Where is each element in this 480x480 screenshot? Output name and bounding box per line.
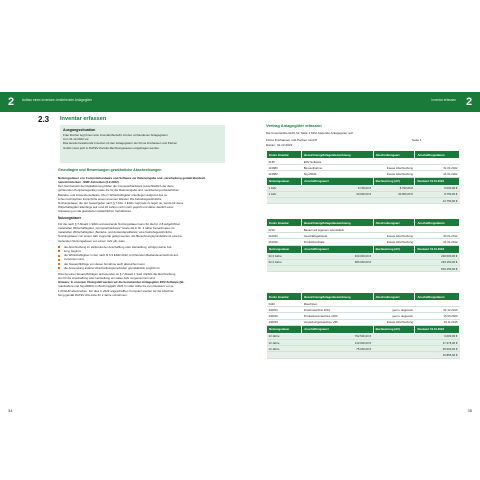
column-header: Nutzungsdauer bbox=[267, 325, 302, 333]
table-cell: lineare Abschreibung bbox=[373, 239, 415, 245]
table-cell: 210001 bbox=[267, 233, 302, 239]
situation-box bbox=[60, 125, 225, 163]
table-cell: 1 Jahr bbox=[267, 191, 302, 197]
box-heading: Ausgangssituation bbox=[63, 128, 96, 132]
list-item: die Abschreibung im Zeitpunkt der Anschaffung oder Herstellung, erfolgen keine Auf- bbox=[58, 245, 228, 249]
column-header: Restwert 01.01.2023 bbox=[415, 245, 460, 253]
paragraph bbox=[58, 176, 228, 213]
section-title: Inventar erfassen bbox=[60, 116, 107, 122]
table-cell: 13 Jahre bbox=[267, 333, 302, 339]
column-header: Konto Inventar bbox=[267, 293, 302, 301]
table-cell bbox=[302, 197, 373, 203]
text-line: Den Kernbereich der Digitalisierung bilden die Computerhardware (einschließlich der dazu bbox=[58, 184, 174, 189]
paragraph bbox=[58, 272, 228, 297]
page-number-left: 34 bbox=[8, 408, 13, 413]
column-header: Restwert 01.01.2023 bbox=[415, 177, 460, 185]
inventory-date: Datum: 31.12.2022 bbox=[266, 143, 293, 147]
table-cell: Geschäftsgebäude bbox=[302, 233, 373, 239]
text-line: lein für die Anschaffung oder Herstellung ein volles Jahr vorgenommen wird. bbox=[58, 276, 156, 281]
table-cell bbox=[302, 265, 373, 271]
text-line: Nutzungsdauer von Computerhardware und Software zur Dateneingabe und -verarbeitung gemäß Bundesfi- bbox=[58, 176, 206, 180]
table-cell: 210002 bbox=[267, 239, 302, 245]
table-cell: 13.750,00 € bbox=[415, 197, 460, 203]
table-cell bbox=[373, 352, 415, 358]
table-cell: 762.500,00 € bbox=[302, 333, 373, 339]
table-cell: 25.000,00 € bbox=[415, 346, 460, 352]
column-header: Bezeichnung/Anlagenbezeichnung bbox=[302, 219, 373, 227]
column-header: Buchwertung (AZ) bbox=[373, 325, 415, 333]
table-cell bbox=[267, 352, 302, 358]
table-row bbox=[267, 352, 460, 358]
column-header: Anschaffungswert bbox=[302, 177, 373, 185]
table-cell: 30.000,00 € bbox=[373, 191, 415, 197]
table-cell: Maschinen bbox=[302, 301, 373, 307]
table-cell bbox=[267, 265, 302, 271]
text-line: Nutzungsdauer, die der Gesetzgeber nach § 7 Abs. 1 EStG zugrunde zu legen ist, wurde für diese bbox=[58, 200, 184, 205]
column-header: Anschaffungsdatum bbox=[415, 151, 460, 159]
running-head: Inventar erfassen bbox=[431, 98, 456, 102]
text-line: Dies bei einer Steuerpflichtigen anzuwenden ist § 7 Absatz 1 Satz 4 EStG die Abschreibung bbox=[58, 272, 176, 276]
subheading: Nutzungsdauer bbox=[58, 216, 82, 220]
text-line: bung gemäß DATEV AfA-Liste für 2 Jahre vornehmen. bbox=[58, 292, 128, 297]
table-cell: 15.06.2020 bbox=[415, 313, 460, 319]
table-cell: 113680 bbox=[267, 165, 302, 171]
firm-name: Firma Freihausen und Partner GmbH bbox=[266, 138, 318, 142]
column-header: Anschaffungswert bbox=[302, 325, 373, 333]
running-head: Aufbau eines Inventars: bestehender Anlagegüter bbox=[22, 98, 92, 102]
table-cell: 8.750,00 € bbox=[415, 191, 460, 197]
table-cell bbox=[373, 197, 415, 203]
table-cell: 0210 bbox=[267, 227, 302, 233]
column-header: Abschreibungsart bbox=[373, 293, 415, 301]
column-header: Abschreibungsart bbox=[373, 151, 415, 159]
table-cell: 113682 bbox=[267, 171, 302, 177]
table-cell: 1 Jahr bbox=[267, 185, 302, 191]
chapter-band-left bbox=[0, 92, 240, 112]
table-cell: 5.700,00 € bbox=[302, 185, 373, 191]
table-cell: 400.000,00 € bbox=[302, 253, 373, 259]
table-cell: 0440 bbox=[267, 301, 302, 307]
table-cell bbox=[373, 265, 415, 271]
column-header: Restwert 01.01.2023 bbox=[415, 325, 460, 333]
table-cell: Produktionshalle bbox=[302, 239, 373, 245]
column-header: Buchwertung (AZ) bbox=[373, 245, 415, 253]
table-cell: 263.150,00 € bbox=[415, 259, 460, 265]
table-cell: 6.000,00 € bbox=[415, 333, 460, 339]
column-header: Nutzungsdauer bbox=[267, 177, 302, 185]
box-line: Frau Fischer legt Ihnen eine Inventarübersicht mit den vorhandenen Anlagegütern bbox=[63, 133, 168, 137]
table-cell: 01.01.2022 bbox=[415, 171, 460, 177]
column-header: Bezeichnung/Anlagenbezeichnung bbox=[302, 293, 373, 301]
table-cell: lineare Abschreibung bbox=[373, 233, 415, 239]
text-line: 1,00 EUR abschreiben. Für dies in 2023 angeschafften Computer werden wir die Abschrei- bbox=[58, 288, 175, 293]
table-cell bbox=[302, 352, 373, 358]
list-item: zunehmen sind, bbox=[58, 257, 228, 261]
table-cell: geom. degressiv bbox=[373, 307, 415, 313]
chapter-number: 2 bbox=[7, 96, 15, 108]
table-cell: lineare Abschreibung bbox=[373, 165, 415, 171]
text-line: stehenden Nutzungsdauer von einem Jahr gilt, dass ... bbox=[58, 238, 128, 243]
box-line: GmbH muss jetzt in DATEV Kanzlei-Rechnungswesen eingetragen werden. bbox=[63, 145, 160, 150]
table-cell: 5.000,00 € bbox=[415, 185, 460, 191]
table-header-row bbox=[267, 293, 460, 301]
text-line: Wirtschaftsgüter allerdings seit rund 20 Jahren nicht mehr geprüft und daher deutlich einer bbox=[58, 205, 174, 210]
table-row bbox=[267, 197, 460, 203]
table-cell: 503.150,00 € bbox=[415, 265, 460, 271]
list-item: die Wirtschaftsgüter in den nach R 6.3 EStR 2012 zu führenden Bestandsverzeichnis auf- bbox=[58, 253, 228, 257]
table-cell: 440002 bbox=[267, 313, 302, 319]
table-header-row bbox=[267, 151, 460, 159]
text-line: roaufnahme und Spyo5000) im Buchungsjahr 2023 in voller Höhe bis zum Restwert von je bbox=[58, 284, 174, 289]
table-cell bbox=[267, 197, 302, 203]
table-cell: 13 Jahre bbox=[267, 339, 302, 345]
table-header-row bbox=[267, 219, 460, 227]
section-number: 2.3 bbox=[38, 115, 50, 124]
table-cell: 440003 bbox=[267, 319, 302, 325]
column-header: Buchwertung (AZ) bbox=[373, 177, 415, 185]
column-header: Anschaffungswert bbox=[302, 245, 373, 253]
table-cell: 04.11.2015 bbox=[415, 319, 460, 325]
table-cell: 0135 bbox=[267, 159, 302, 165]
table-cell: 33,3 Jahre bbox=[267, 259, 302, 265]
column-header: Bezeichnung/Anlagenbezeichnung bbox=[302, 151, 373, 159]
column-header: Anschaffungsdatum bbox=[415, 293, 460, 301]
text-line: Hinweis: In unserem Übungsfall werden wir die bestehenden Anlagegüter EDV-Software (Bi- bbox=[58, 280, 185, 285]
text-line: gehörenden Peripheriegeräte) sowie die für die Dateneingabe und -verarbeitung erforderlichen bbox=[58, 188, 180, 193]
text-line: materiellen Wirtschaftsgüter „Betriebs- und Anwendersoftware" eine betriebsgewöhnliche bbox=[58, 230, 172, 235]
column-header: Konto Inventar bbox=[267, 151, 302, 159]
subheading: Grundlagen und Bewertungen gewöhnliche Abschreibungen bbox=[58, 168, 162, 172]
table-cell: 380.000,00 € bbox=[302, 259, 373, 265]
table-row bbox=[267, 265, 460, 271]
table-cell: Bauten auf eigenem Grundstück bbox=[302, 227, 373, 233]
table-cell: Spyo5000 bbox=[302, 171, 373, 177]
inventory-table bbox=[266, 218, 460, 272]
table-cell: lineare Abschreibung bbox=[373, 319, 415, 325]
inventory-table bbox=[266, 150, 460, 204]
page-label: Seite 1 bbox=[412, 138, 422, 142]
table-cell: 02.01.2012 bbox=[415, 233, 460, 239]
table-cell: 16.855,00 € bbox=[415, 352, 460, 358]
table-cell: 240.000,00 € bbox=[415, 253, 460, 259]
text-line: schen technischen Fortschritts einem enormen Wandel. Die betriebsgewöhnliche bbox=[58, 196, 162, 201]
table-cell: 30.000,00 € bbox=[302, 191, 373, 197]
table-cell: Verpackungsmaschine V85 bbox=[302, 319, 373, 325]
table-cell: 75.000,00 € bbox=[302, 346, 373, 352]
text-line: Betriebs- und Anwendersoftware. Die in Wirtschaftsgüter unterliegen aufgrund des ra- bbox=[58, 192, 168, 197]
bullet-list bbox=[58, 245, 228, 270]
chapter-band-right bbox=[240, 92, 480, 112]
paragraph bbox=[58, 222, 228, 243]
table-cell: 01.12.2010 bbox=[415, 307, 460, 313]
table-cell: geom. degressiv bbox=[373, 313, 415, 319]
list-item: lung, beginnt, bbox=[58, 249, 228, 253]
column-header: Konto Inventar bbox=[267, 219, 302, 227]
table-cell: Druckmaschine 2010 bbox=[302, 307, 373, 313]
table-cell: 17.276,00 € bbox=[415, 339, 460, 345]
table-header-row bbox=[267, 325, 460, 333]
list-item: die Anwendung anderer Abschreibungsmethoden grundsätzlich möglich ist. bbox=[58, 266, 228, 270]
text-line: Nutzungsdauer von einem Jahr zugrunde gelegt werden. Als Berechnungsgrundsätze ist eine be- bbox=[58, 234, 183, 239]
table-cell: Produktionsmaschine 2020 bbox=[302, 313, 373, 319]
chapter-number: 2 bbox=[465, 96, 473, 108]
box-line: zum 31.12.2022 vor. bbox=[63, 137, 90, 142]
column-header: Anschaffungsdatum bbox=[415, 219, 460, 227]
list-item: der Steuerpflichtige von dieser Annahme auch abweichen kann, bbox=[58, 262, 228, 266]
table-cell: Büroaufnahme bbox=[302, 165, 373, 171]
table-header-row bbox=[267, 177, 460, 185]
table-cell: 01.01.2022 bbox=[415, 165, 460, 171]
table-cell: lineare Abschreibung bbox=[373, 171, 415, 177]
column-header: Nutzungsdauer bbox=[267, 245, 302, 253]
table-cell: 01.01.2012 bbox=[415, 239, 460, 245]
inventory-table bbox=[266, 292, 460, 359]
right-page-title: Vertrag Anlagegüter erfassen bbox=[266, 123, 322, 128]
table-cell: 440001 bbox=[267, 307, 302, 313]
text-line: Anpassung an die geänderten tatsächlichen Verhältnisse. bbox=[58, 209, 132, 214]
box-line: Das bereits bestehende Inventar mit den Anlagegütern der Firma Freihausen und Partner bbox=[63, 141, 178, 146]
table-header-row bbox=[267, 245, 460, 253]
table-cell: 5.700,00 € bbox=[373, 185, 415, 191]
table-cell: 110.000,00 € bbox=[302, 339, 373, 345]
page-number-right: 35 bbox=[467, 408, 472, 413]
table-cell: 13 Jahre bbox=[267, 346, 302, 352]
table-cell: 33,3 Jahre bbox=[267, 253, 302, 259]
text-line: materiellen Wirtschaftsgüter „Computerhardware" sowie die in Nr. 3 näher bezeichneten im- bbox=[58, 226, 176, 231]
column-header: Abschreibungsart bbox=[373, 219, 415, 227]
text-line: nanzministerium - BMF-Schreiben (2.2.2022) bbox=[58, 180, 119, 185]
text-line: Für die nach § 7 Absatz 1 EStG anzusetzende Nutzungsdauer kann für die für. 2.8 aufgeführten bbox=[58, 222, 181, 226]
intro-text: Die Inventarübersicht für Seite 1 führt folgende Anlagegüter auf: bbox=[266, 131, 354, 135]
table-cell: EDV-Software bbox=[302, 159, 373, 165]
